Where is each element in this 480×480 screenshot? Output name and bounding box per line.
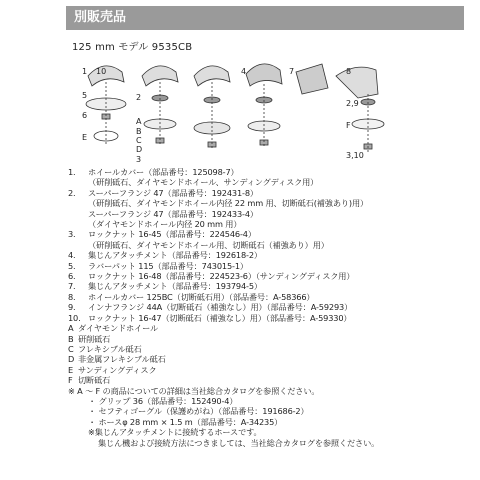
- list-item: 7. 集じんアタッチメント（部品番号：193794-5）: [68, 281, 262, 292]
- diagram-label-6: 6: [82, 111, 88, 120]
- diagram-label-8: 8: [346, 67, 352, 76]
- catalog-note: ※ A ～ F の商品についての詳細は当社総合カタログを参照ください。: [68, 385, 320, 396]
- wheel-cover-125bc-shape: [336, 67, 378, 98]
- diagram-label-e: E: [82, 133, 88, 142]
- list-item: 10. ロックナット 16-47（切断砥石（補強なし）用）（部品番号：A-59330）: [68, 312, 352, 323]
- list-item: 4. 集じんアタッチメント（部品番号：192618-2）: [68, 250, 262, 261]
- header-bar: [66, 6, 464, 30]
- bullet-item: ・ ホースφ 28 mm × 1.5 m（部品番号：A-34235）: [88, 416, 283, 427]
- list-item: 3. ロックナット 16-45（部品番号：224546-4）: [68, 229, 256, 240]
- list-item: 6. ロックナット 16-48（部品番号：224523-6）（サンディングディスク用）: [68, 271, 355, 282]
- list-item: 5. ラバーパット 115（部品番号：743015-1）: [68, 260, 248, 271]
- diagram-label-b: B: [136, 127, 142, 136]
- list-item: 9. インナフランジ 44A（切断砥石（補強なし）用）（部品番号：A-59293）: [68, 302, 353, 313]
- diagram-label-2: 2: [136, 93, 142, 102]
- diagram-label-3-10: 3,10: [346, 151, 364, 160]
- accessory-item: E サンディングディスク: [68, 364, 157, 375]
- header-title: 別販売品: [74, 10, 127, 25]
- accessory-item: A ダイヤモンドホイール: [68, 323, 159, 334]
- diagram-label-2-9: 2,9: [346, 99, 359, 108]
- diagram-label-a: A: [136, 117, 142, 126]
- parts-diagram-svg: [66, 54, 476, 166]
- accessory-item: F 切断砥石: [68, 375, 111, 386]
- hose-note-2: 集じん機および接続方法につきましては、当社総合カタログを参照ください。: [98, 437, 380, 448]
- list-item: 8. ホイールカバー 125BC（切断砥石用）（部品番号：A-58366）: [68, 291, 315, 302]
- list-item: 1. ホイールカバー（部品番号：125098-7）: [68, 167, 239, 177]
- parts-diagram: [66, 54, 476, 166]
- bullet-item: ・ グリップ 36（部品番号：152490-4）: [88, 395, 238, 406]
- dust-attachment-shape-1: [246, 64, 282, 86]
- accessory-item: B 研削砥石: [68, 333, 111, 344]
- diagram-label-7: 7: [289, 67, 295, 76]
- accessory-item: C フレキシブル砥石: [68, 343, 142, 354]
- diagram-label-5: 5: [82, 91, 88, 100]
- model-label: 125 mm モデル 9535CB: [72, 42, 193, 53]
- diagram-label-1: 1: [82, 67, 88, 76]
- bullet-item: ・ セフティゴーグル（保護めがね）（部品番号：191686-2）: [88, 406, 309, 417]
- diagram-label-3: 3: [136, 155, 142, 164]
- parts-list: 1. ホイールカバー（部品番号：125098-7） （研削砥石、ダイヤモンドホイール、サンディングディスク用） 2. スーパーフランジ 47（部品番号：192431-8） （研削砥石、ダイヤモンドホイール内径 22 mm 用、切断砥石(補強あり)用） スーパーフランジ 47（部品番号：192433-4） （ダイヤモンドホイール内径 20 mm 用） 3. ロックナット 16-45（部品番号：224546-4） （研削砥石、ダイヤモンドホイール用、切断砥石（補強あり）用） 4. 集じんアタッチメント（部品番号：192618-2） 5. ラバーパット 115（部品番号：743015-1） 6. ロックナット 16-48（部品番号：224523-6）（サンディングディスク用） 7. 集じんアタッチメント（部品番号：193794-5） 8. ホイールカバー 125BC（切断砥石用）（部品番号：A-58366） 9. インナフランジ 44A（切断砥石（補強なし）用）（部品番号：A-59293） 10. ロックナット 16-47（切断砥石（補強なし）用）（部品番号：A-59330） A ダイヤモンドホイール B 研削砥石 C フレキシブル砥石 D 非金属フレキシブル砥石 E サンディングディスク F 切断砥石 ※ A ～ F の商品についての詳細は当社総合カタログを参照ください。 ・ グリップ 36（部品番号：152490-4） ・ セフティゴーグル（保護めがね）（部品番号：191686-2） ・ ホースφ 28 mm × 1.5 m（部品番号：A-34235） ※集じんアタッチメントに接続するホースです。 集じん機および接続方法につきましては、当社総合カタログを参照ください。: [68, 167, 468, 448]
- diagram-label-10: 10: [96, 67, 107, 76]
- diagram-label-4: 4: [241, 67, 247, 76]
- diagram-label-f: F: [346, 121, 351, 130]
- dust-attachment-shape-2: [296, 64, 328, 94]
- accessory-item: D 非金属フレキシブル砥石: [68, 354, 166, 365]
- hose-note: ※集じんアタッチメントに接続するホースです。: [88, 427, 262, 438]
- list-item: 2. スーパーフランジ 47（部品番号：192431-8）: [68, 187, 258, 198]
- diagram-label-d: D: [136, 145, 143, 154]
- diagram-label-c: C: [136, 136, 142, 145]
